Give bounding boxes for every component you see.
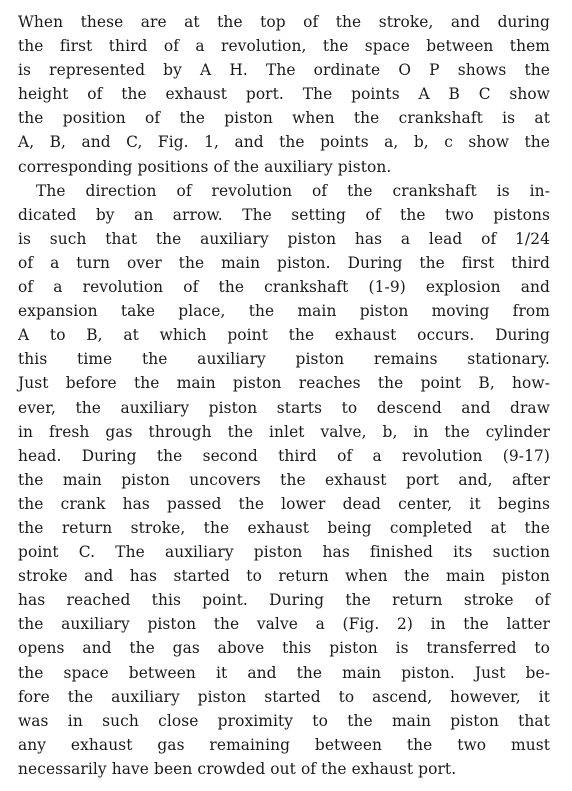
text-line: the return stroke, the exhaust being completed at the	[18, 518, 550, 537]
text-line: A, B, and C, Fig. 1, and the points a, b, c show the	[18, 133, 550, 152]
text-line: corresponding positions of the auxiliary piston.	[18, 157, 392, 176]
text-line: expansion take place, the main piston moving from	[18, 302, 550, 321]
text-line: the space between it and the main piston. Just be-	[18, 663, 550, 682]
text-line: The direction of revolution of the crankshaft is in-	[36, 181, 550, 200]
text-line: is represented by A H. The ordinate O P shows the	[18, 61, 550, 80]
text-line: fore the auxiliary piston started to ascend, however, it	[18, 687, 550, 706]
text-line: opens and the gas above this piston is transferred to	[18, 639, 550, 658]
text-line: any exhaust gas remaining between the two must	[18, 735, 550, 754]
text-line: of a turn over the main piston. During the first third	[18, 253, 550, 272]
text-line: ever, the auxiliary piston starts to descend and draw	[18, 398, 550, 417]
text-line: was in such close proximity to the main piston that	[18, 711, 550, 730]
paragraph-2	[18, 179, 550, 781]
text-line: the first third of a revolution, the space between them	[18, 37, 550, 56]
text-line: in fresh gas through the inlet valve, b, in the cylinder	[18, 422, 550, 441]
text-line: the auxiliary piston the valve a (Fig. 2) in the latter	[18, 615, 550, 634]
text-line: the crank has passed the lower dead center, it begins	[18, 494, 550, 513]
text-line: necessarily have been crowded out of the exhaust port.	[18, 759, 457, 778]
text-line: When these are at the top of the stroke, and during	[18, 13, 550, 31]
paragraph-1	[18, 10, 550, 179]
text-line: is such that the auxiliary piston has a lead of 1/24	[18, 229, 550, 248]
text-line: the main piston uncovers the exhaust port and, after	[18, 470, 550, 489]
text-line: A to B, at which point the exhaust occurs. During	[18, 326, 550, 345]
document-page	[18, 10, 550, 781]
text-line: stroke and has started to return when the main piston	[18, 567, 550, 586]
text-line: Just before the main piston reaches the point B, how-	[18, 374, 550, 393]
text-line: of a revolution of the crankshaft (1-9) explosion and	[18, 278, 550, 297]
text-line: dicated by an arrow. The setting of the two pistons	[18, 205, 550, 224]
text-line: height of the exhaust port. The points A B C show	[18, 85, 550, 104]
text-line: point C. The auxiliary piston has finished its suction	[18, 543, 550, 562]
text-line: this time the auxiliary piston remains stationary.	[18, 350, 550, 369]
text-line: head. During the second third of a revolution (9-17)	[18, 446, 550, 465]
text-line: has reached this point. During the return stroke of	[18, 591, 550, 610]
text-line: the position of the piston when the crankshaft is at	[18, 109, 550, 128]
